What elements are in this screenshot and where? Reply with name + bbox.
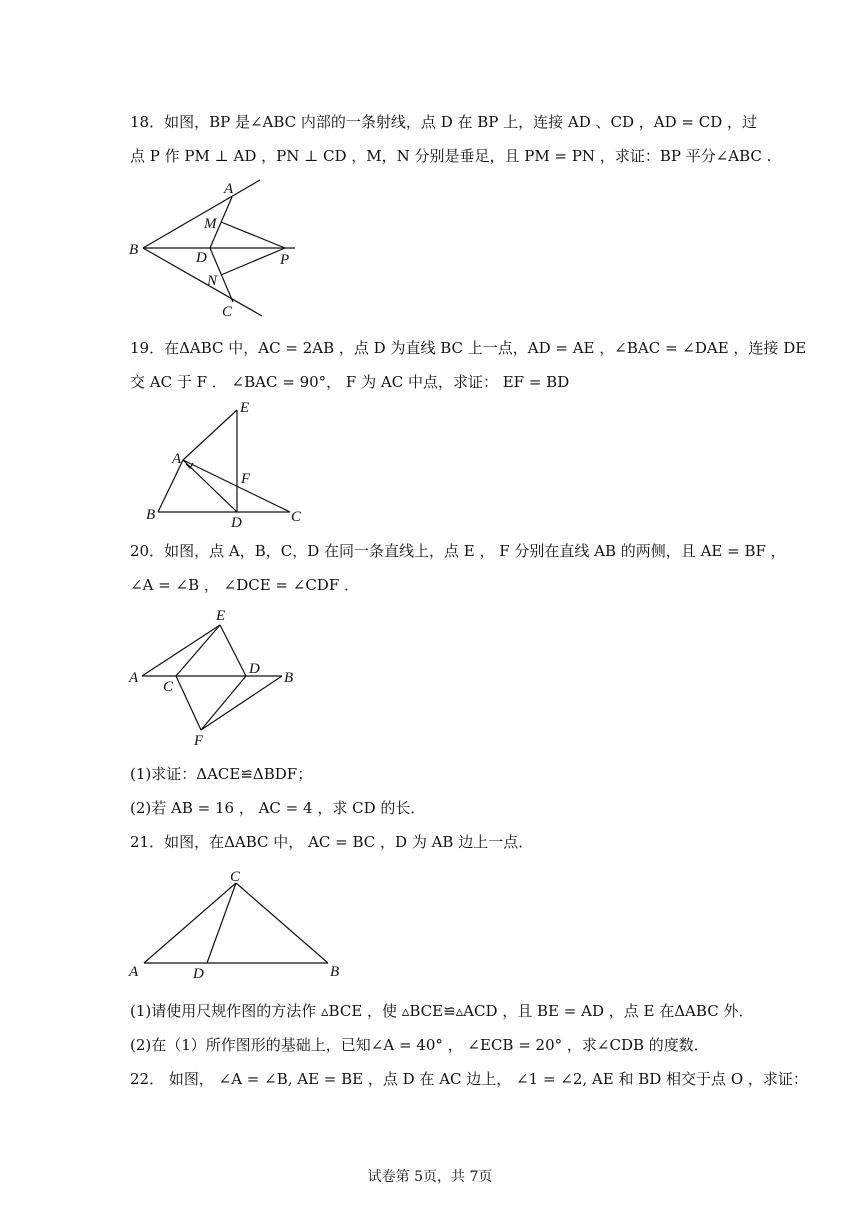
q20-part1: (1)求证：ΔACE≌ΔBDF； [130, 765, 313, 783]
q20-label-A: A [129, 670, 139, 686]
q20-segment-DF [201, 676, 246, 730]
q20-part2: (2)若 AB = 16 ， AC = 4 ，求 CD 的长． [130, 799, 426, 817]
q20-label-E: E [216, 608, 226, 624]
q19-segment-AE [183, 410, 237, 460]
q19-segment-AD [183, 460, 237, 512]
q19-label-E: E [240, 400, 250, 416]
q20-line1: 20．如图，点 A，B，C，D 在同一条直线上，点 E ， F 分别在直线 AB 的两侧，且 AE = BF ， [130, 542, 786, 560]
q18-ray-BA [143, 180, 260, 248]
q22-line1: 22． 如图， ∠A = ∠B, AE = BE ，点 D 在 AC 边上， ∠1 = ∠2, AE 和 BD 相交于点 O ，求证： [130, 1070, 808, 1088]
q20-segment-EC [176, 625, 220, 676]
q18-label-P: P [280, 252, 290, 268]
q18-label-M: M [204, 216, 217, 232]
q18-label-D: D [196, 250, 207, 266]
q18-line2: 点 P 作 PM ⊥ AD ，PN ⊥ CD ，M，N 分别是垂足，且 PM = PN ，求证：BP 平分∠ABC . [130, 147, 772, 165]
q21-part1: (1)请使用尺规作图的方法作 ▵BCE ，使 ▵BCE≌▵ACD ，且 BE = AD ，点 E 在ΔABC 外． [130, 1002, 754, 1020]
q18-segment-MP [221, 222, 285, 248]
q19-label-F: F [241, 471, 251, 487]
q20-label-D: D [249, 661, 260, 677]
q19-line2: 交 AC 于 F ． ∠BAC = 90°， F 为 AC 中点，求证： EF = BD [130, 373, 570, 391]
q20-segment-CF [176, 676, 201, 730]
page-footer: 试卷第 5页，共 7页 [367, 1169, 493, 1185]
q19-label-C: C [291, 509, 302, 525]
q19-segment-AB [158, 460, 183, 512]
q19-figure [140, 396, 315, 531]
q20-label-F: F [194, 733, 204, 749]
q21-line1: 21．如图，在ΔABC 中， AC = BC ，D 为 AB 边上一点． [130, 833, 534, 851]
q18-label-B: B [129, 242, 139, 258]
q20-segment-AE [142, 625, 220, 676]
q19-label-A: A [172, 451, 182, 467]
q19-label-D: D [231, 515, 242, 531]
q18-line1: 18．如图，BP 是∠ABC 内部的一条射线，点 D 在 BP 上，连接 AD 、CD ，AD = CD ，过 [130, 113, 758, 131]
q20-segment-BF [201, 676, 282, 730]
q20-segment-ED [220, 625, 246, 676]
q21-segment-AC [144, 883, 236, 963]
q21-label-D: D [193, 966, 204, 982]
q21-figure [125, 862, 350, 982]
q20-line2: ∠A = ∠B ， ∠DCE = ∠CDF ． [130, 576, 360, 594]
q19-line1: 19．在ΔABC 中，AC = 2AB ，点 D 为直线 BC 上一点，AD = AE ，∠BAC = ∠DAE ，连接 DE [130, 339, 807, 357]
q20-label-B: B [284, 670, 294, 686]
q21-segment-BC [236, 883, 328, 963]
q20-figure [125, 600, 305, 750]
q21-label-B: B [330, 964, 340, 980]
q21-label-A: A [129, 964, 139, 980]
q18-label-N: N [207, 273, 218, 289]
q21-part2: (2)在（1）所作图形的基础上，已知∠A = 40° ， ∠ECB = 20° ，求∠CDB 的度数． [130, 1036, 709, 1054]
q20-label-C: C [163, 679, 174, 695]
q18-segment-NP [221, 248, 285, 275]
q21-label-C: C [230, 869, 241, 885]
q18-label-C: C [222, 304, 233, 320]
q18-label-A: A [224, 181, 234, 197]
q18-figure [120, 172, 310, 322]
q19-label-B: B [146, 507, 156, 523]
